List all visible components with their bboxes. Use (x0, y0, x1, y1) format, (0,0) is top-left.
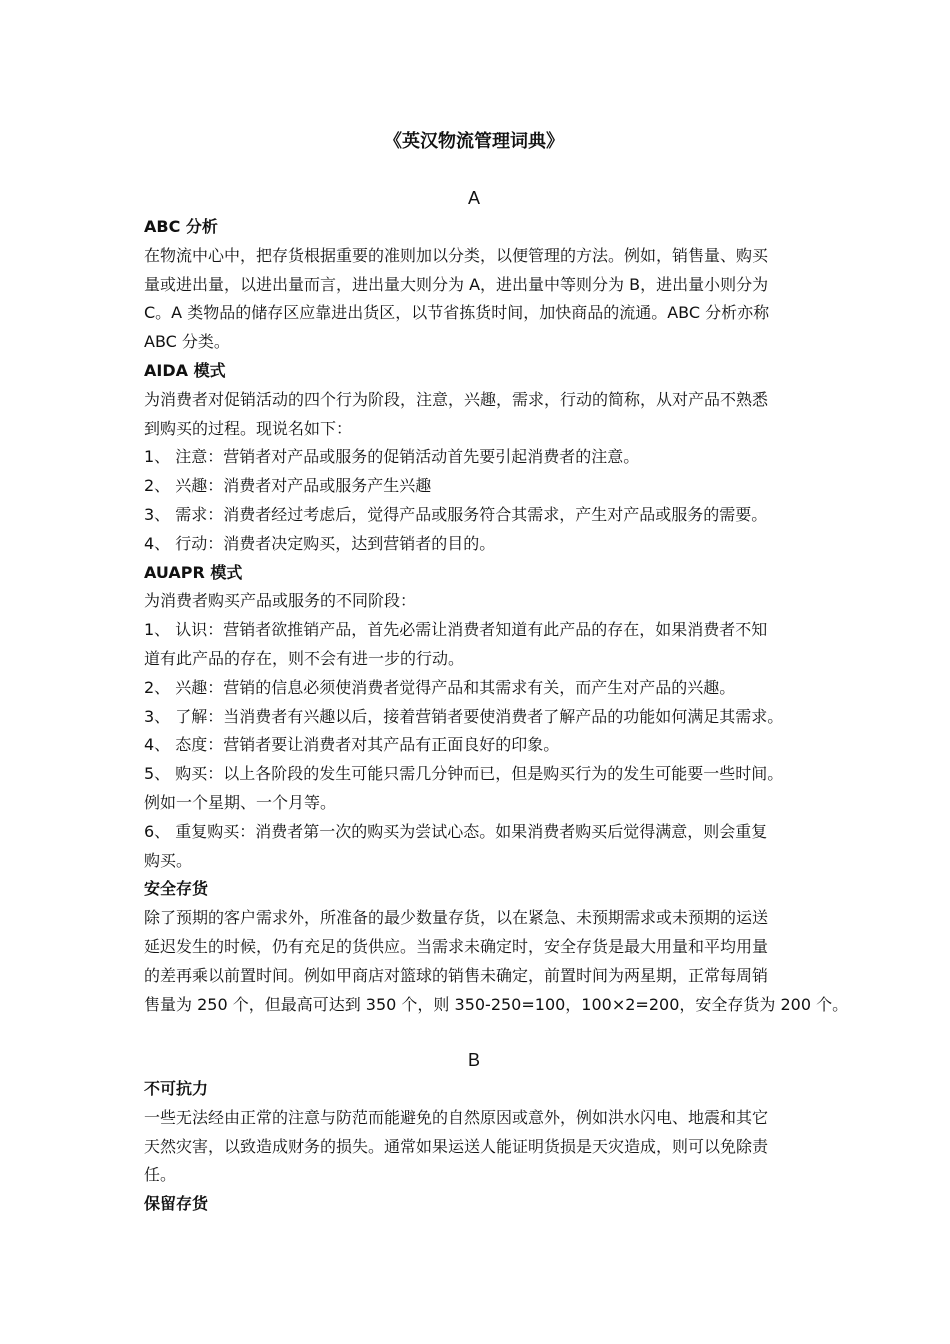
list-item: 5、 购买：以上各阶段的发生可能只需几分钟而已，但是购买行为的发生可能要一些时间。 (144, 764, 784, 783)
list-item: 1、 认识：营销者欲推销产品，首先必需让消费者知道有此产品的存在，如果消费者不知 (144, 620, 768, 639)
text-line: ABC 分类。 (144, 332, 230, 351)
list-item: 6、 重复购买：消费者第一次的购买为尝试心态。如果消费者购买后觉得满意，则会重复 (144, 822, 768, 841)
term-heading: 安全存货 (144, 879, 209, 898)
text-line: 延迟发生的时候，仍有充足的货供应。当需求未确定时，安全存货是最大用量和平均用量 (144, 937, 769, 956)
term-heading: AIDA 模式 (144, 361, 226, 380)
list-item: 3、 需求：消费者经过考虑后，觉得产品或服务符合其需求，产生对产品或服务的需要。 (144, 505, 768, 524)
section-letter-b: B (467, 1050, 480, 1070)
list-item: 4、 态度：营销者要让消费者对其产品有正面良好的印象。 (144, 735, 560, 754)
text-line: 到购买的过程。现说名如下： (144, 419, 353, 438)
list-item: 3、 了解：当消费者有兴趣以后，接着营销者要使消费者了解产品的功能如何满足其需求。 (144, 707, 784, 726)
list-item: 1、 注意：营销者对产品或服务的促销活动首先要引起消费者的注意。 (144, 447, 640, 466)
text-line: 为消费者对促销活动的四个行为阶段，注意，兴趣，需求，行动的简称，从对产品不熟悉 (144, 390, 769, 409)
text-line: 例如一个星期、一个月等。 (144, 793, 337, 812)
text-line: 售量为 250 个，但最高可达到 350 个，则 350-250=100，100×2=200，安全存货为 200 个。 (144, 995, 849, 1014)
text-line: 量或进出量，以进出量而言，进出量大则分为 A，进出量中等则分为 B，进出量小则分为 (144, 275, 769, 294)
text-line: 一些无法经由正常的注意与防范而能避免的自然原因或意外，例如洪水闪电、地震和其它 (144, 1108, 769, 1127)
document-title: 《英汉物流管理词典》 (384, 131, 564, 152)
list-item: 4、 行动：消费者决定购买，达到营销者的目的。 (144, 534, 496, 553)
term-heading: 不可抗力 (144, 1079, 209, 1098)
text-line: 道有此产品的存在，则不会有进一步的行动。 (144, 649, 465, 668)
section-letter-a: A (467, 188, 480, 208)
term-heading: 保留存货 (144, 1194, 209, 1213)
term-heading: AUAPR 模式 (144, 563, 243, 582)
text-line: 天然灾害，以致造成财务的损失。通常如果运送人能证明货损是天灾造成，则可以免除责 (144, 1137, 769, 1156)
term-heading: ABC 分析 (144, 217, 218, 236)
text-line: 为消费者购买产品或服务的不同阶段： (144, 591, 417, 610)
text-line: 在物流中心中，把存货根据重要的准则加以分类，以便管理的方法。例如，销售量、购买 (144, 246, 769, 265)
text-line: 的差再乘以前置时间。例如甲商店对篮球的销售未确定，前置时间为两星期，正常每周销 (144, 966, 769, 985)
text-line: C。A 类物品的储存区应靠进出货区，以节省拣货时间，加快商品的流通。ABC 分析亦称 (144, 303, 770, 322)
text-line: 除了预期的客户需求外，所准备的最少数量存货，以在紧急、未预期需求或未预期的运送 (144, 908, 769, 927)
text-line: 任。 (144, 1165, 177, 1184)
text-line: 购买。 (144, 851, 193, 870)
list-item: 2、 兴趣：营销的信息必须使消费者觉得产品和其需求有关，而产生对产品的兴趣。 (144, 678, 736, 697)
list-item: 2、 兴趣：消费者对产品或服务产生兴趣 (144, 476, 432, 495)
